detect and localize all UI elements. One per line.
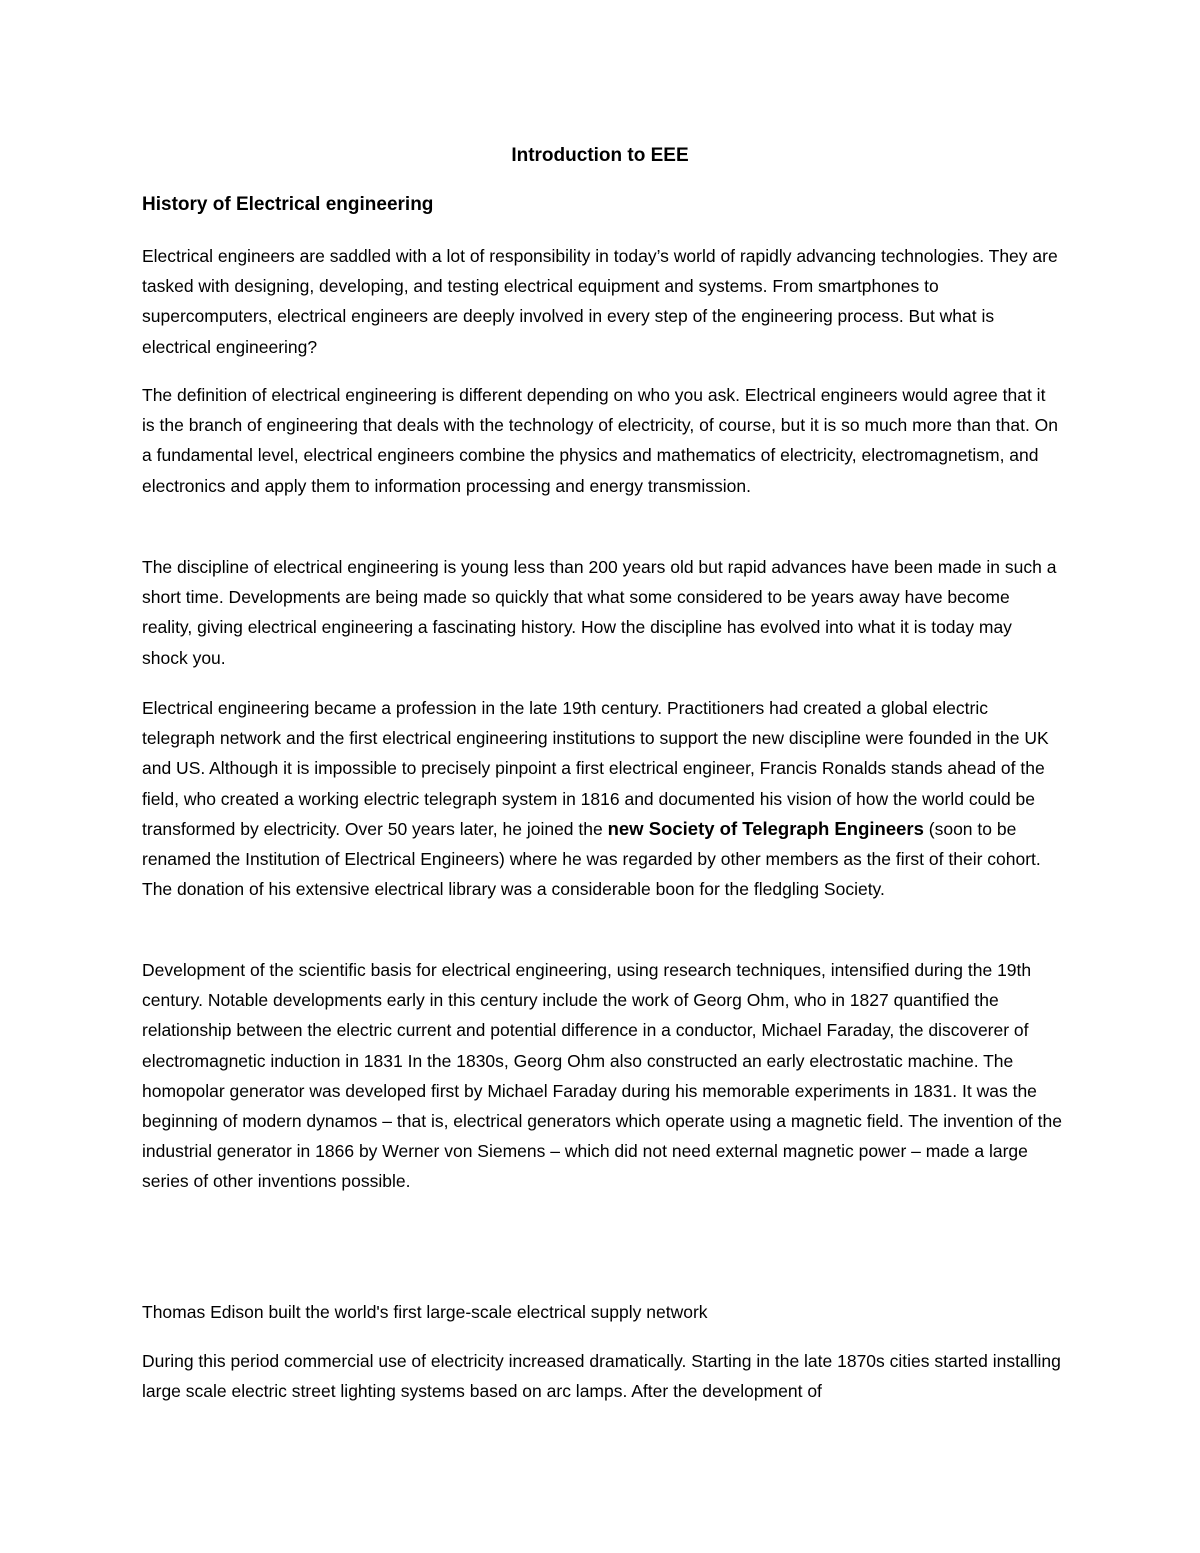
society-emphasis: new Society of Telegraph Engineers (607, 817, 924, 839)
paragraph-edison: Thomas Edison built the world's first large-scale electrical supply network (142, 1302, 708, 1322)
paragraph-definition: The definition of electrical engineering is different depending on who you ask. Electrical engineers would agree that it is the branch of engineering that deals with the technology of electricity, of course, but it is so much more than that. On a fundamental level, electrical engineers combine the physics and mathematics of electricity, electromagnetism, and electronics and apply them to information processing and energy transmission. (142, 385, 1059, 496)
section-heading: History of Electrical engineering (142, 194, 434, 215)
paragraph-commercial-use: During this period commercial use of electricity increased dramatically. Starting in the late 1870s cities started installing large scale electric street lighting systems based on arc lamps. After the development of (142, 1351, 1061, 1402)
paragraph-profession (142, 693, 1062, 904)
document-title: Introduction to EEE (511, 145, 689, 166)
paragraph-profession-text-before: Electrical engineering became a profession in the late 19th century. Practitioners had created a global electric telegraph network and the first electrical engineering institutions to support the new discipline were founded in the UK and US. Although it is impossible to precisely pinpoint a first electrical engineer, Francis Ronalds stands ahead of the field, who created a working electric telegraph system in 1816 and documented his vision of how the world could be transformed by electricity. Over 50 years later, he joined the (142, 698, 1049, 839)
paragraph-profession-text-after: (soon to be renamed the Institution of Electrical Engineers) where he was regarded by other members as the first of their cohort. The donation of his extensive electrical library was a considerable boon for the fledgling Society. (142, 818, 1041, 900)
paragraph-intro: Electrical engineers are saddled with a lot of responsibility in today’s world of rapidly advancing technologies. They are tasked with designing, developing, and testing electrical equipment and systems. From smartphones to supercomputers, electrical engineers are deeply involved in every step of the engineering process. But what is electrical engineering? (142, 246, 1058, 357)
paragraph-discipline: The discipline of electrical engineering is young less than 200 years old but rapid advances have been made in such a short time. Developments are being made so quickly that what some considered to be years away have become reality, giving electrical engineering a fascinating history. How the discipline has evolved into what it is today may shock you. (142, 557, 1057, 668)
paragraph-scientific-basis: Development of the scientific basis for electrical engineering, using research techniques, intensified during the 19th century. Notable developments early in this century include the work of Georg Ohm, who in 1827 quantified the relationship between the electric current and potential difference in a conductor, Michael Faraday, the discoverer of electromagnetic induction in 1831 In the 1830s, Georg Ohm also constructed an early electrostatic machine. The homopolar generator was developed first by Michael Faraday during his memorable experiments in 1831. It was the beginning of modern dynamos – that is, electrical generators which operate using a magnetic field. The invention of the industrial generator in 1866 by Werner von Siemens – which did not need external magnetic power – made a large series of other inventions possible. (142, 960, 1062, 1192)
